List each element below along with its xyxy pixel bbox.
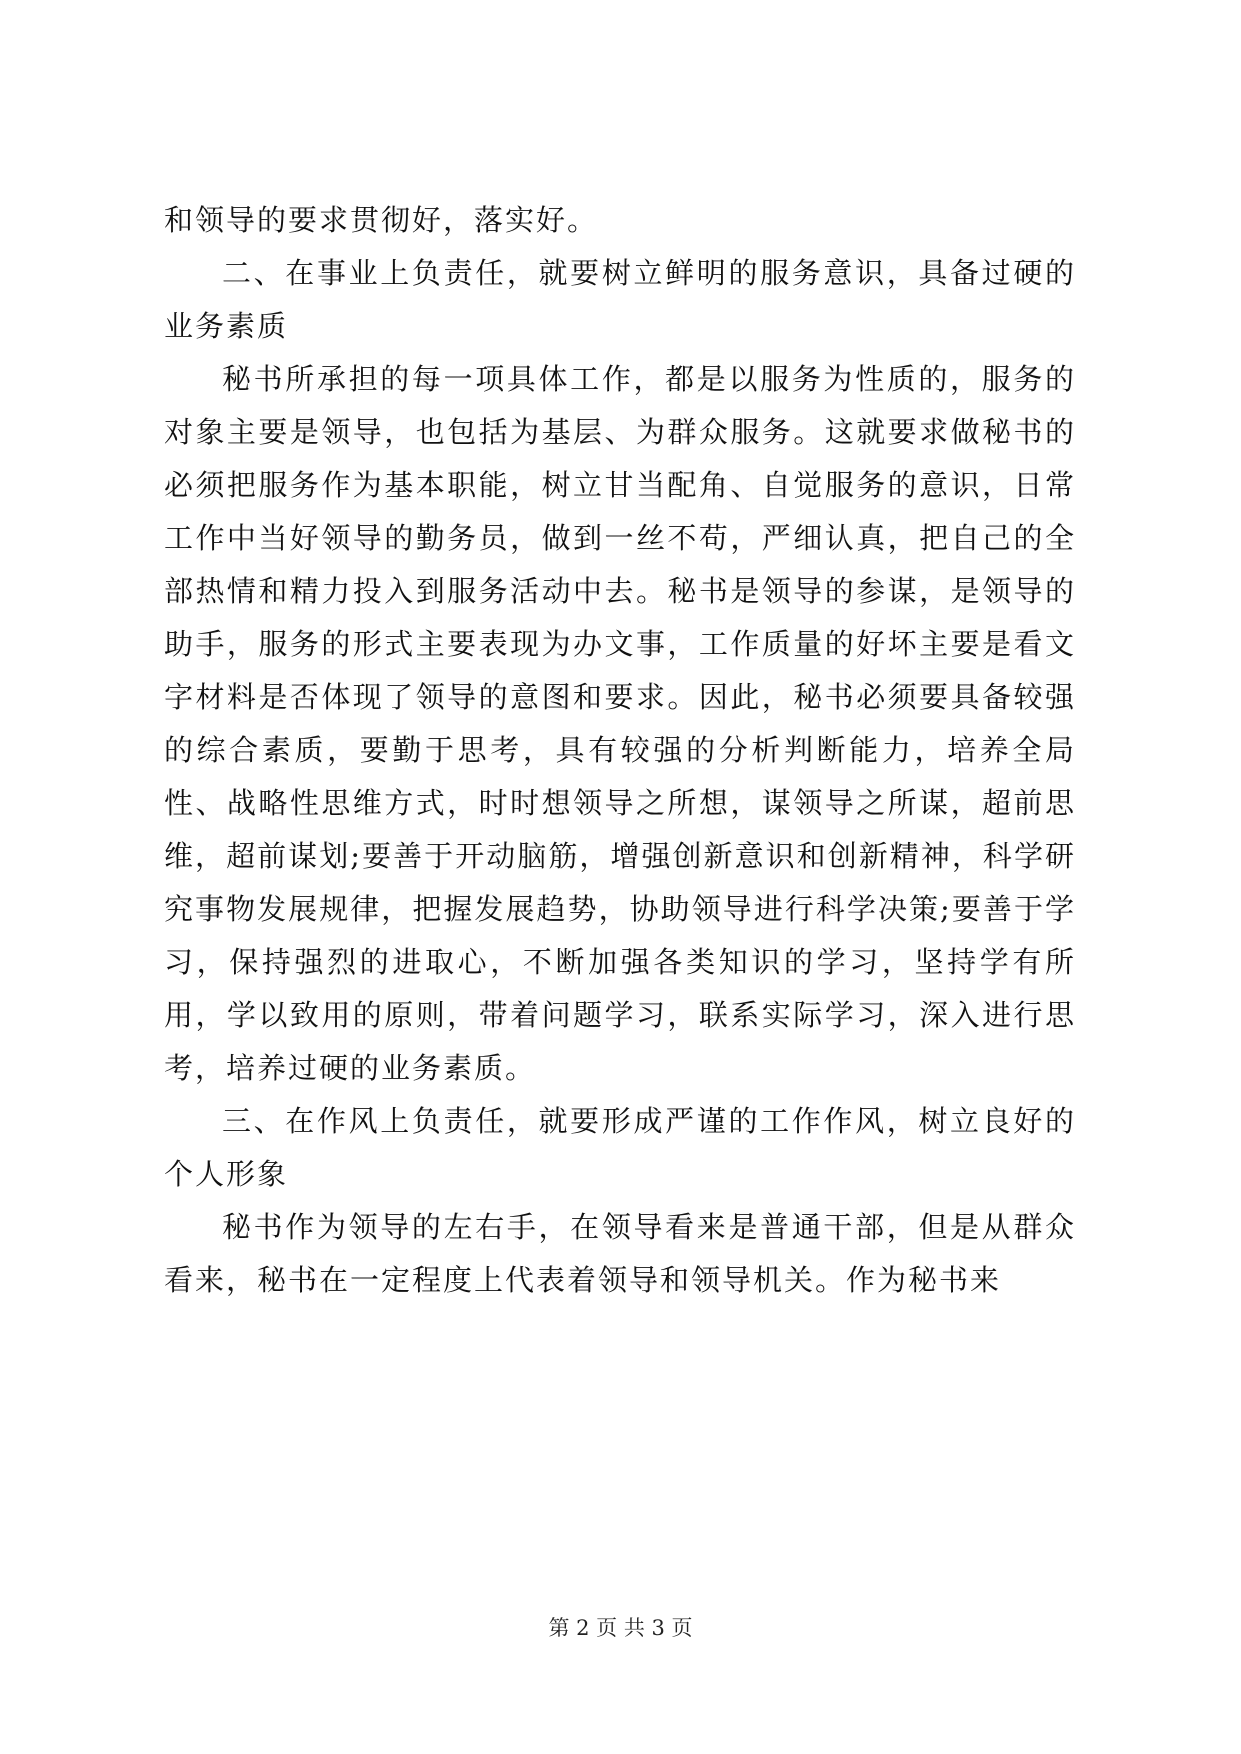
paragraph-continuation: 和领导的要求贯彻好，落实好。 <box>164 203 599 237</box>
page-number-footer: 第 2 页 共 3 页 <box>548 1616 693 1640</box>
paragraph-service-quality: 秘书所承担的每一项具体工作，都是以服务为性质的，服务的对象主要是领导，也包括为基层、为群众服务。这就要求做秘书的必须把服务作为基本职能，树立甘当配角、自觉服务的意识，日常工作中当好领导的勤务员，做到一丝不苟，严细认真，把自己的全部热情和精力投入到服务活动中去。秘书是领导的参谋，是领导的助手，服务的形式主要表现为办文事，工作质量的好坏主要是看文字材料是否体现了领导的意图和要求。因此，秘书必须要具备较强的综合素质，要勤于思考，具有较强的分析判断能力，培养全局性、战略性思维方式，时时想领导之所想，谋领导之所谋，超前思维，超前谋划;要善于开动脑筋，增强创新意识和创新精神，科学研究事物发展规律，把握发展趋势，协助领导进行科学决策;要善于学习，保持强烈的进取心，不断加强各类知识的学习，坚持学有所用，学以致用的原则，带着问题学习，联系实际学习，深入进行思考，培养过硬的业务素质。 <box>164 362 1076 1085</box>
paragraph-secretary-role: 秘书作为领导的左右手，在领导看来是普通干部，但是从群众看来，秘书在一定程度上代表着领导和领导机关。作为秘书来 <box>164 1210 1076 1297</box>
document-body <box>164 194 1076 1307</box>
section-heading-2: 二、在事业上负责任，就要树立鲜明的服务意识，具备过硬的业务素质 <box>164 256 1076 343</box>
section-heading-3: 三、在作风上负责任，就要形成严谨的工作作风，树立良好的个人形象 <box>164 1104 1076 1191</box>
